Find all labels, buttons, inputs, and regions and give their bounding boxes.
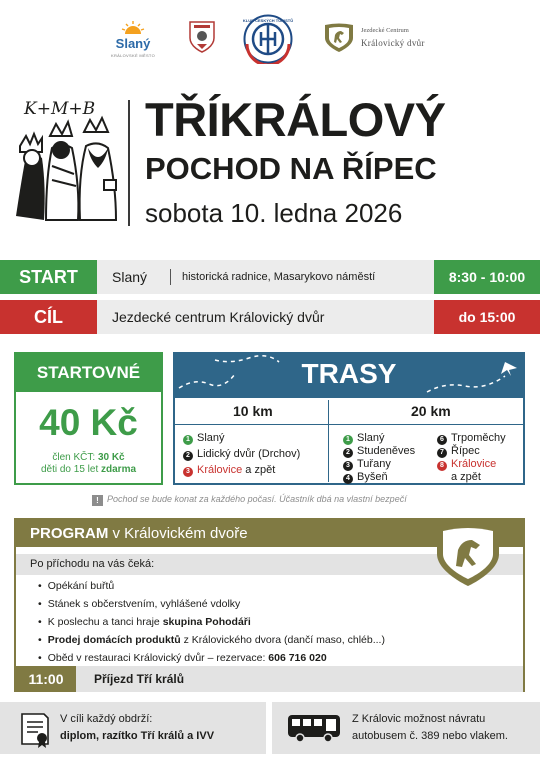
kralovicky-dvur-logo bbox=[323, 22, 455, 54]
route-10km-title: 10 km bbox=[233, 403, 273, 419]
footer-transport-box bbox=[272, 702, 540, 754]
program-item-tail: z Královického dvora (dančí maso, chléb...) bbox=[180, 634, 385, 646]
route-20km-title: 20 km bbox=[411, 403, 451, 419]
kd-logo-line2: Královický dvůr bbox=[361, 38, 425, 48]
stop-name: Tuřany bbox=[357, 458, 391, 470]
finish-place: Jezdecké centrum Královický dvůr bbox=[112, 309, 325, 325]
stop-number: 1 bbox=[183, 435, 193, 445]
stop-number: 2 bbox=[343, 448, 353, 458]
horse-shield-icon bbox=[323, 22, 355, 54]
sun-icon bbox=[121, 20, 145, 34]
start-location bbox=[97, 260, 434, 294]
program-subheading: Po příchodu na vás čeká: bbox=[16, 554, 523, 575]
program-item-text: Oběd v restauraci Královický dvůr – rezervace: bbox=[47, 652, 269, 664]
weather-note bbox=[92, 494, 407, 506]
finish-time: do 15:00 bbox=[434, 300, 540, 334]
footer-transport-line1: Z Královic možnost návratu bbox=[352, 713, 486, 725]
stop-number: 3 bbox=[183, 467, 193, 477]
fee-kids bbox=[16, 464, 161, 475]
route20-stop bbox=[437, 432, 506, 445]
slany-logo-tagline: KRÁLOVSKÉ MĚSTO bbox=[111, 53, 155, 58]
city-crest-icon bbox=[188, 20, 216, 54]
kd-logo-line1: Jezdecké Centrum bbox=[361, 27, 409, 34]
fee-kids-price: zdarma bbox=[101, 464, 137, 475]
program-item-bold: Prodej domácích produktů bbox=[47, 634, 181, 646]
start-separator bbox=[170, 269, 171, 285]
routes-box bbox=[173, 352, 525, 485]
fee-member bbox=[16, 452, 161, 463]
fee-member-label: člen KČT: bbox=[52, 452, 98, 463]
partner-logos bbox=[0, 14, 540, 66]
fee-kids-label: děti do 15 let bbox=[40, 464, 102, 475]
stop-number: 7 bbox=[437, 448, 447, 458]
routes-rule bbox=[175, 424, 523, 425]
footer-reward-line1: V cíli každý obdrží: bbox=[60, 713, 153, 725]
fee-member-price: 30 Kč bbox=[97, 452, 125, 463]
stop-name: Lidický dvůr (Drchov) bbox=[197, 448, 301, 460]
routes-column-divider bbox=[328, 400, 329, 482]
program-title bbox=[30, 520, 248, 547]
route20-stop-suffix: a zpět bbox=[451, 471, 481, 483]
finish-label: CÍL bbox=[0, 300, 97, 334]
stop-suffix: a zpět bbox=[242, 464, 276, 476]
start-place: Slaný bbox=[112, 269, 148, 285]
slany-logo bbox=[108, 20, 158, 66]
program-item-text: Opékání buřtů bbox=[47, 580, 115, 592]
start-detail: historická radnice, Masarykovo náměstí bbox=[182, 271, 376, 283]
stop-name: Trpoměchy bbox=[451, 432, 506, 444]
program-item-bold: 606 716 020 bbox=[268, 652, 327, 664]
horse-shield-icon bbox=[434, 520, 502, 588]
program-item-bold: skupina Pohodáři bbox=[162, 616, 251, 628]
three-kings-illustration bbox=[12, 96, 124, 224]
diploma-icon bbox=[16, 710, 54, 748]
stop-name: Studeněves bbox=[357, 445, 416, 457]
stop-number: 2 bbox=[183, 451, 193, 461]
page-subtitle: POCHOD NA ŘÍPEC bbox=[145, 151, 437, 186]
arrival-text: Příjezd Tří králů bbox=[94, 672, 185, 686]
route10-stop bbox=[183, 464, 275, 477]
stop-name: Královice bbox=[197, 464, 243, 476]
event-date: sobota 10. ledna 2026 bbox=[145, 198, 403, 228]
arrival-row bbox=[16, 666, 523, 692]
kct-logo-icon bbox=[243, 14, 293, 64]
start-label: START bbox=[0, 260, 97, 294]
fee-box bbox=[14, 352, 163, 485]
finish-location bbox=[97, 300, 434, 334]
program-item-text: Stánek s občerstvením, vyhlášené vdolky bbox=[47, 598, 241, 610]
program-item bbox=[38, 613, 385, 631]
finish-bar bbox=[0, 300, 540, 334]
stop-number: 1 bbox=[343, 435, 353, 445]
routes-header bbox=[175, 354, 523, 398]
route20-stop bbox=[343, 471, 388, 484]
start-time: 8:30 - 10:00 bbox=[434, 260, 540, 294]
page-title: TŘÍKRÁLOVÝ bbox=[145, 93, 446, 146]
program-item bbox=[38, 649, 385, 667]
stop-number: 6 bbox=[437, 435, 447, 445]
route20-stop bbox=[437, 445, 480, 458]
stop-number: 8 bbox=[437, 461, 447, 471]
footer bbox=[0, 702, 540, 763]
program-title-bold: PROGRAM bbox=[30, 525, 109, 542]
stop-name: Slaný bbox=[357, 432, 385, 444]
route20-stop bbox=[437, 458, 496, 471]
kct-ring-text: KLUB ČESKÝCH TURISTŮ bbox=[243, 18, 293, 23]
weather-note-text: Pochod se bude konat za každého počasí. Účastník dbá na vlastní bezpečí bbox=[107, 494, 407, 504]
program-title-rest: v Královickém dvoře bbox=[108, 525, 248, 542]
slany-logo-name: Slaný bbox=[115, 36, 151, 51]
footer-reward-box bbox=[0, 702, 266, 754]
exclamation-icon: ! bbox=[92, 495, 103, 506]
stop-name: Královice bbox=[451, 458, 497, 470]
program-item bbox=[38, 595, 385, 613]
program-list bbox=[38, 577, 385, 667]
header-divider bbox=[128, 100, 130, 226]
arrival-time: 11:00 bbox=[16, 666, 76, 692]
program-item-text: K poslechu a tanci hraje bbox=[47, 616, 163, 628]
fee-price: 40 Kč bbox=[39, 402, 138, 443]
routes-title: TRASY bbox=[301, 358, 397, 389]
stop-number: 4 bbox=[343, 474, 353, 484]
route20-stop bbox=[343, 432, 385, 445]
route10-stop bbox=[183, 448, 300, 461]
route10-stop bbox=[183, 432, 225, 445]
kings-initials: K+M+B bbox=[24, 99, 96, 119]
footer-transport-line2: autobusem č. 389 nebo vlakem. bbox=[352, 730, 508, 742]
start-bar bbox=[0, 260, 540, 294]
route20-stop bbox=[343, 445, 415, 458]
stop-name: Byšeň bbox=[357, 471, 388, 483]
stop-name: Řípec bbox=[451, 445, 480, 457]
footer-reward-line2: diplom, razítko Tří králů a IVV bbox=[60, 730, 215, 742]
program-item bbox=[38, 631, 385, 649]
stop-number: 3 bbox=[343, 461, 353, 471]
bus-icon bbox=[286, 712, 342, 744]
program-item bbox=[38, 577, 385, 595]
stop-name: Slaný bbox=[197, 432, 225, 444]
fee-header: STARTOVNÉ bbox=[16, 354, 161, 392]
route20-stop bbox=[343, 458, 391, 471]
